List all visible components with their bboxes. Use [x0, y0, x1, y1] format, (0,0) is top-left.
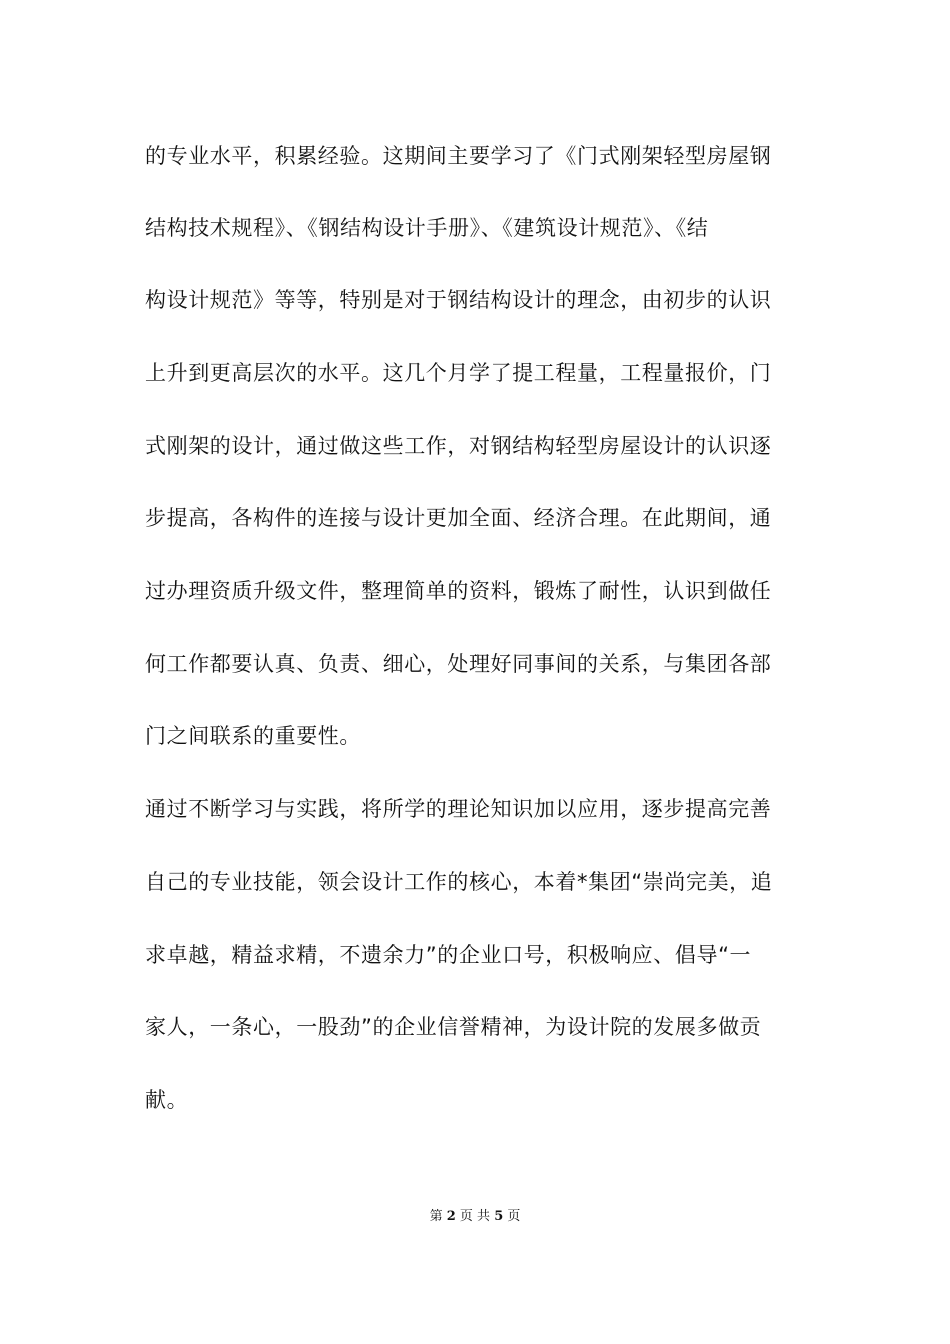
body-text-line: 上升到更高层次的水平。这几个月学了提工程量，工程量报价，门	[145, 361, 772, 385]
body-text-line: 何工作都要认真、负责、细心，处理好同事间的关系，与集团各部	[145, 652, 772, 676]
footer-prefix: 第	[429, 1209, 447, 1224]
body-text-line: 献。	[145, 1088, 189, 1112]
total-page-count: 5	[494, 1209, 504, 1224]
body-text-line: 自己的专业技能，领会设计工作的核心，本着*集团“崇尚完美，追	[145, 870, 773, 894]
body-text-line: 求卓越，精益求精，不遗余力”的企业口号，积极响应、倡导“一	[145, 943, 752, 967]
body-text-line: 门之间联系的重要性。	[145, 724, 361, 748]
body-text-line: 的专业水平，积累经验。这期间主要学习了《门式刚架轻型房屋钢	[145, 144, 772, 168]
body-text-line: 步提高，各构件的连接与设计更加全面、经济合理。在此期间，通	[145, 506, 772, 530]
footer-suffix: 页	[503, 1209, 521, 1224]
body-text-line: 式刚架的设计，通过做这些工作，对钢结构轻型房屋设计的认识逐	[145, 434, 772, 458]
body-text-line: 过办理资质升级文件，整理简单的资料，锻炼了耐性，认识到做任	[145, 579, 772, 603]
body-text-line: 构设计规范》等等，特别是对于钢结构设计的理念，由初步的认识	[145, 288, 772, 312]
page-footer	[0, 1208, 950, 1226]
footer-middle: 页 共	[455, 1209, 495, 1224]
body-text-line: 结构技术规程》、《钢结构设计手册》、《建筑设计规范》、《结	[145, 216, 709, 240]
body-text-line: 家人，一条心，一股劲”的企业信誉精神，为设计院的发展多做贡	[145, 1015, 762, 1039]
current-page-number: 2	[446, 1209, 456, 1224]
body-text-line: 通过不断学习与实践，将所学的理论知识加以应用，逐步提高完善	[145, 797, 772, 821]
